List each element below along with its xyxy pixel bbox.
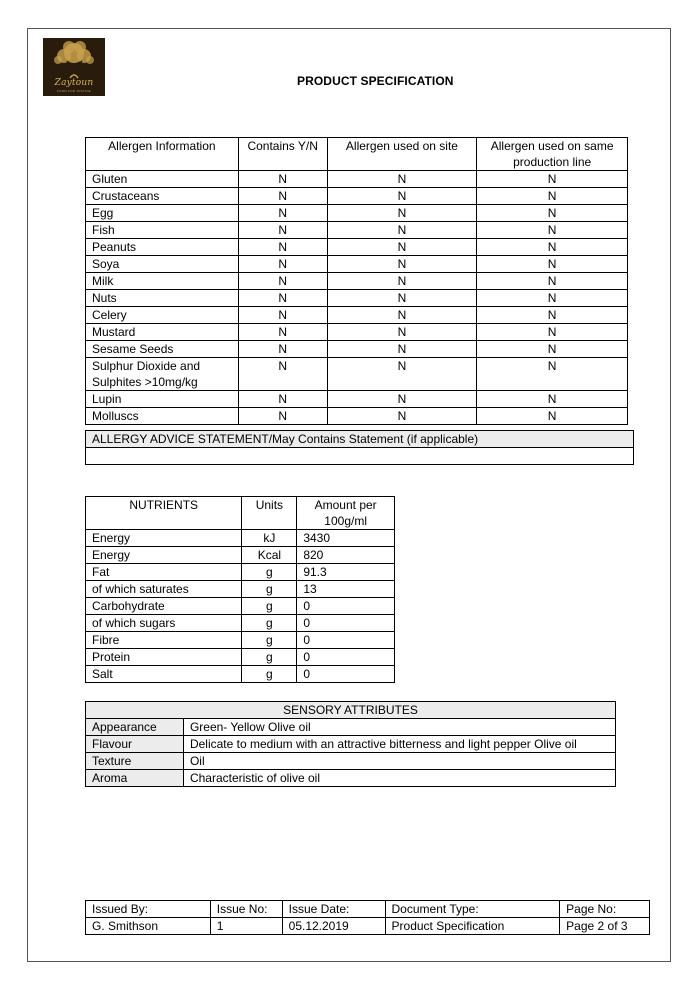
- sensory-row: [86, 719, 616, 736]
- nutrient-unit: g: [242, 615, 297, 632]
- allergen-name: Sulphur Dioxide and Sulphites >10mg/kg: [86, 358, 239, 391]
- sensory-label: Appearance: [86, 719, 184, 736]
- allergen-same-line: N: [477, 324, 628, 341]
- logo-wordmark: Zaytoun: [54, 78, 94, 88]
- allergen-used-on-site: N: [327, 290, 477, 307]
- nutrient-amount: 0: [297, 615, 395, 632]
- allergen-name: Gluten: [86, 171, 239, 188]
- nutrient-row: [86, 666, 395, 683]
- allergen-same-line: N: [477, 341, 628, 358]
- allergen-same-line: N: [477, 222, 628, 239]
- allergen-contains: N: [238, 391, 327, 408]
- allergy-advice-table: [85, 430, 634, 465]
- allergen-row: [86, 205, 628, 222]
- sensory-value: Green- Yellow Olive oil: [183, 719, 615, 736]
- allergen-contains: N: [238, 290, 327, 307]
- nutrient-amount: 3430: [297, 530, 395, 547]
- nutrient-unit: g: [242, 632, 297, 649]
- nutrient-amount: 820: [297, 547, 395, 564]
- sensory-heading: SENSORY ATTRIBUTES: [86, 702, 616, 719]
- allergen-used-on-site: N: [327, 358, 477, 391]
- nutrient-unit: g: [242, 581, 297, 598]
- issued-by-label: Issued By:: [86, 901, 211, 918]
- allergen-used-on-site: N: [327, 408, 477, 425]
- nutrient-amount: 0: [297, 649, 395, 666]
- page-title: PRODUCT SPECIFICATION: [297, 74, 454, 88]
- page-no-value: Page 2 of 3: [560, 918, 650, 935]
- allergen-same-line: N: [477, 290, 628, 307]
- nutrient-name: Fat: [86, 564, 242, 581]
- sensory-row: [86, 736, 616, 753]
- sensory-label: Aroma: [86, 770, 184, 787]
- nutrient-row: [86, 564, 395, 581]
- allergen-row: [86, 290, 628, 307]
- nutrient-unit: g: [242, 598, 297, 615]
- nutrient-name: Salt: [86, 666, 242, 683]
- nutrients-header-units: Units: [242, 497, 297, 530]
- allergen-header-line: Allergen used on same production line: [477, 138, 628, 171]
- allergen-used-on-site: N: [327, 341, 477, 358]
- allergen-contains: N: [238, 205, 327, 222]
- allergen-name: Celery: [86, 307, 239, 324]
- issue-no-label: Issue No:: [210, 901, 282, 918]
- issue-no-value: 1: [210, 918, 282, 935]
- allergen-contains: N: [238, 171, 327, 188]
- nutrient-name: of which sugars: [86, 615, 242, 632]
- company-logo: [43, 38, 105, 96]
- allergen-row: [86, 256, 628, 273]
- allergen-table: [85, 137, 628, 425]
- allergen-name: Molluscs: [86, 408, 239, 425]
- allergen-row: [86, 239, 628, 256]
- allergen-row: [86, 324, 628, 341]
- issue-date-value: 05.12.2019: [282, 918, 385, 935]
- nutrient-name: Energy: [86, 547, 242, 564]
- allergen-row: [86, 341, 628, 358]
- nutrient-amount: 0: [297, 632, 395, 649]
- allergen-name: Fish: [86, 222, 239, 239]
- allergen-used-on-site: N: [327, 256, 477, 273]
- nutrient-row: [86, 530, 395, 547]
- nutrient-unit: g: [242, 649, 297, 666]
- nutrient-unit: g: [242, 666, 297, 683]
- sensory-attributes-table: [85, 701, 616, 787]
- allergen-row: [86, 391, 628, 408]
- nutrients-table: [85, 496, 395, 683]
- allergen-name: Mustard: [86, 324, 239, 341]
- nutrient-row: [86, 615, 395, 632]
- allergen-used-on-site: N: [327, 171, 477, 188]
- allergen-row: [86, 408, 628, 425]
- document-footer-table: [85, 900, 650, 935]
- allergen-row: [86, 222, 628, 239]
- nutrients-header-amount: Amount per 100g/ml: [297, 497, 395, 530]
- sensory-label: Flavour: [86, 736, 184, 753]
- allergen-contains: N: [238, 324, 327, 341]
- allergen-used-on-site: N: [327, 273, 477, 290]
- allergen-name: Lupin: [86, 391, 239, 408]
- allergen-name: Nuts: [86, 290, 239, 307]
- allergen-contains: N: [238, 222, 327, 239]
- allergen-name: Soya: [86, 256, 239, 273]
- allergen-name: Milk: [86, 273, 239, 290]
- nutrient-amount: 91.3: [297, 564, 395, 581]
- allergen-contains: N: [238, 358, 327, 391]
- sensory-value: Delicate to medium with an attractive bitterness and light pepper Olive oil: [183, 736, 615, 753]
- allergen-used-on-site: N: [327, 391, 477, 408]
- nutrient-unit: Kcal: [242, 547, 297, 564]
- allergen-contains: N: [238, 188, 327, 205]
- allergy-advice-statement: [86, 448, 634, 465]
- allergen-contains: N: [238, 408, 327, 425]
- allergen-same-line: N: [477, 256, 628, 273]
- allergen-same-line: N: [477, 408, 628, 425]
- allergen-contains: N: [238, 239, 327, 256]
- allergen-same-line: N: [477, 273, 628, 290]
- allergen-used-on-site: N: [327, 307, 477, 324]
- allergen-used-on-site: N: [327, 205, 477, 222]
- allergen-header-information: Allergen Information: [86, 138, 239, 171]
- allergen-used-on-site: N: [327, 324, 477, 341]
- allergy-advice-heading: ALLERGY ADVICE STATEMENT/May Contains Statement (if applicable): [86, 431, 634, 448]
- nutrient-row: [86, 581, 395, 598]
- document-type-label: Document Type:: [385, 901, 560, 918]
- allergen-contains: N: [238, 273, 327, 290]
- nutrient-name: Protein: [86, 649, 242, 666]
- nutrient-amount: 13: [297, 581, 395, 598]
- allergen-used-on-site: N: [327, 222, 477, 239]
- nutrient-unit: g: [242, 564, 297, 581]
- sensory-row: [86, 770, 616, 787]
- allergen-contains: N: [238, 307, 327, 324]
- sensory-value: Characteristic of olive oil: [183, 770, 615, 787]
- issue-date-label: Issue Date:: [282, 901, 385, 918]
- allergen-name: Crustaceans: [86, 188, 239, 205]
- allergen-row: [86, 307, 628, 324]
- sensory-value: Oil: [183, 753, 615, 770]
- allergen-row: [86, 188, 628, 205]
- allergen-same-line: N: [477, 307, 628, 324]
- nutrient-amount: 0: [297, 666, 395, 683]
- allergen-contains: N: [238, 256, 327, 273]
- allergen-name: Sesame Seeds: [86, 341, 239, 358]
- nutrient-name: Carbohydrate: [86, 598, 242, 615]
- allergen-same-line: N: [477, 358, 628, 391]
- allergen-row: [86, 273, 628, 290]
- allergen-same-line: N: [477, 205, 628, 222]
- allergen-name: Egg: [86, 205, 239, 222]
- allergen-same-line: N: [477, 239, 628, 256]
- document-type-value: Product Specification: [385, 918, 560, 935]
- nutrient-unit: kJ: [242, 530, 297, 547]
- nutrient-row: [86, 547, 395, 564]
- allergen-same-line: N: [477, 171, 628, 188]
- allergen-same-line: N: [477, 391, 628, 408]
- allergen-header-site: Allergen used on site: [327, 138, 477, 171]
- allergen-same-line: N: [477, 188, 628, 205]
- allergen-row: [86, 171, 628, 188]
- sensory-row: [86, 753, 616, 770]
- nutrient-name: Energy: [86, 530, 242, 547]
- allergen-name: Peanuts: [86, 239, 239, 256]
- nutrient-name: of which saturates: [86, 581, 242, 598]
- page-no-label: Page No:: [560, 901, 650, 918]
- nutrient-amount: 0: [297, 598, 395, 615]
- logo-tagline: FOOD FOR JUSTICE: [57, 89, 91, 93]
- nutrient-row: [86, 598, 395, 615]
- issued-by-value: G. Smithson: [86, 918, 211, 935]
- nutrient-row: [86, 649, 395, 666]
- allergen-used-on-site: N: [327, 239, 477, 256]
- allergen-contains: N: [238, 341, 327, 358]
- nutrients-header-name: NUTRIENTS: [86, 497, 242, 530]
- allergen-header-contains: Contains Y/N: [238, 138, 327, 171]
- nutrient-name: Fibre: [86, 632, 242, 649]
- nutrient-row: [86, 632, 395, 649]
- allergen-used-on-site: N: [327, 188, 477, 205]
- sensory-label: Texture: [86, 753, 184, 770]
- allergen-row: [86, 358, 628, 391]
